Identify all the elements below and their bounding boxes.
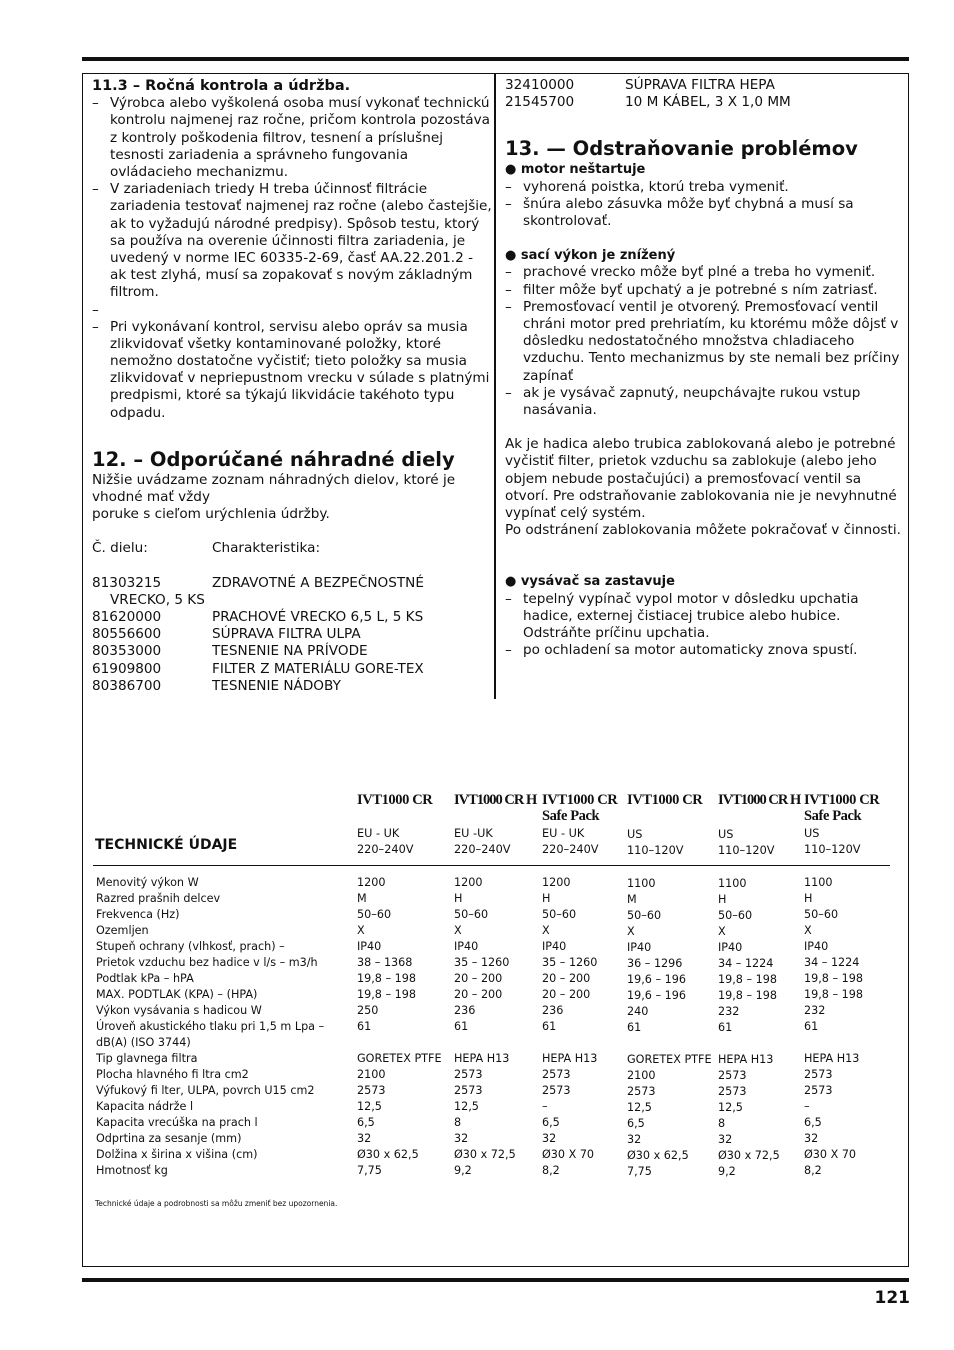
list-item: – tepelný vypínač vypol motor v dôsledku upchatia hadice, externej čistiacej trubice alebo hubice. Odstráňte príčinu upchatia. — [505, 591, 905, 643]
spec-value: 61 — [454, 1020, 469, 1033]
spec-label: Kapacita vrecúška na prach l — [96, 1116, 258, 1129]
maintenance-heading: 11.3 – Ročná kontrola a údržba. — [92, 78, 351, 94]
spec-value: 2573 — [718, 1069, 747, 1082]
troubleshooting-heading: 13. — Odstraňovanie problémov — [505, 137, 858, 161]
part-row: 61909800 FILTER Z MATERIÁLU GORE-TEX — [92, 660, 424, 677]
top-rule — [82, 57, 909, 61]
spec-value: 6,5 — [627, 1117, 645, 1130]
spec-value: H — [454, 892, 463, 905]
column-divider — [494, 73, 496, 699]
spec-value: 32 — [357, 1132, 372, 1145]
spec-value: 2573 — [627, 1085, 656, 1098]
parts-heading: 12. – Odporúčané náhradné diely — [92, 447, 455, 471]
trouble-bullet-motor: ● motor neštartuje — [505, 162, 646, 178]
spec-value: 38 – 1368 — [357, 956, 413, 969]
spec-value: 32 — [454, 1132, 469, 1145]
model-region: US 110–120V — [804, 827, 861, 856]
spec-value: 50–60 — [454, 908, 489, 921]
spec-value: X — [454, 924, 462, 937]
list-item: – Premosťovací ventil je otvorený. Premosťovací ventil chráni motor pred prehriatím, ku ktorému môže dôjsť v dôsledku nedostatočného množstva chladiaceho vzduchu. Tento mechanizmus by ste nemali bez príčiny zapínať — [505, 299, 905, 385]
spec-value: 6,5 — [542, 1116, 560, 1129]
spec-value: X — [627, 925, 635, 938]
trouble-list — [505, 264, 905, 419]
spec-value: 8 — [454, 1116, 462, 1129]
spec-value — [357, 1035, 442, 1051]
spec-label: Ozemljen — [96, 924, 149, 937]
list-item: – prachové vrecko môže byť plné a treba ho vymeniť. — [505, 264, 905, 281]
spec-value: Ø30 x 72,5 — [718, 1149, 780, 1162]
spec-labels — [96, 875, 324, 1179]
spec-values-col — [718, 876, 780, 1180]
trouble-list — [505, 179, 905, 231]
spec-value: IP40 — [454, 940, 479, 953]
spec-value: 1200 — [542, 876, 571, 889]
list-item: – Pri vykonávaní kontrol, servisu alebo opráv sa musia zlikvidovať všetky kontaminované položky, ktoré nemožno dostatočne vyčistiť; tieto položky sa musia zlikvidovať v nepriepustnom vrecku v súlade s platnými predpismi, ktoré sa týkajú likvidácie takéhoto typu odpadu. — [92, 319, 492, 422]
model-name: IVT1000 CR H — [718, 792, 801, 808]
list-item: – filter môže byť upchatý a je potrebné s ním zatriasť. — [505, 282, 905, 299]
part-row: 32410000 SÚPRAVA FILTRA HEPA — [505, 77, 775, 93]
spec-value — [454, 1035, 516, 1051]
spec-label: MAX. PODTLAK (KPA) – (HPA) — [96, 988, 258, 1001]
spec-value: 2573 — [542, 1068, 571, 1081]
spec-value: 35 – 1260 — [542, 956, 598, 969]
spec-value: 61 — [542, 1020, 557, 1033]
spec-value: 236 — [542, 1004, 564, 1017]
spec-value: 2100 — [627, 1069, 656, 1082]
spec-value: 20 – 200 — [542, 972, 591, 985]
spec-value: IP40 — [627, 941, 652, 954]
maintenance-list — [92, 95, 492, 422]
spec-value: 6,5 — [357, 1116, 375, 1129]
parts-header-row — [92, 540, 492, 557]
spec-values-col — [804, 875, 863, 1179]
spec-value: 232 — [718, 1005, 740, 1018]
model-name: IVT1000 CR Safe Pack — [804, 792, 880, 824]
list-item: – vyhorená poistka, ktorú treba vymeniť. — [505, 179, 905, 196]
spec-label: Tip glavnega filtra — [96, 1052, 198, 1065]
spec-value: 34 – 1224 — [718, 957, 774, 970]
footnote: Technické údaje a podrobnosti sa môžu zmeniť bez upozornenia. — [95, 1199, 338, 1208]
spec-value: 1100 — [627, 877, 656, 890]
spec-value: – — [542, 1100, 548, 1113]
table-divider — [93, 865, 890, 866]
spec-value: HEPA H13 — [542, 1052, 598, 1065]
spec-value: 50–60 — [627, 909, 662, 922]
left-column — [92, 78, 492, 695]
part-row: 80386700 TESNENIE NÁDOBY — [92, 677, 341, 694]
spec-value: 36 – 1296 — [627, 957, 683, 970]
spec-value — [804, 1035, 863, 1051]
spec-value: 20 – 200 — [454, 972, 503, 985]
part-row: 80353000 TESNENIE NA PRÍVODE — [92, 643, 368, 660]
spec-value — [718, 1036, 780, 1052]
spec-value: Ø30 X 70 — [804, 1148, 857, 1161]
spec-value: 19,8 – 198 — [357, 972, 416, 985]
spec-label: Hmotnosť kg — [96, 1164, 168, 1177]
spec-values-col — [542, 875, 597, 1179]
spec-values-col — [357, 875, 442, 1179]
model-name: IVT1000 CR — [357, 792, 433, 808]
model-region: EU -UK 220–240V — [454, 827, 511, 856]
spec-value: 61 — [627, 1021, 642, 1034]
spec-label: Odprtina za sesanje (mm) — [96, 1132, 242, 1145]
spec-value: 19,8 – 198 — [718, 973, 777, 986]
spec-value: 32 — [627, 1133, 642, 1146]
part-row: 80556600 SÚPRAVA FILTRA ULPA — [92, 626, 361, 643]
spec-value: M — [357, 892, 367, 905]
spec-value: 240 — [627, 1005, 649, 1018]
spec-value: 1200 — [454, 876, 483, 889]
parts-intro: Nižšie uvádzame zoznam náhradných dielov, ktoré je vhodné mať vždy poruke s cieľom urýchlenia údržby. — [92, 471, 456, 523]
spec-values-col — [627, 876, 712, 1180]
spec-label: Prietok vzduchu bez hadice v l/s – m3/h — [96, 956, 318, 969]
model-region: EU - UK 220–240V — [542, 827, 599, 856]
model-name: IVT1000 CR H — [454, 792, 537, 808]
spec-value: 50–60 — [804, 908, 839, 921]
model-region: US 110–120V — [627, 828, 684, 857]
spec-value — [627, 1036, 712, 1052]
right-column — [505, 77, 905, 659]
part-desc-continuation: VRECKO, 5 KS — [110, 591, 205, 608]
spec-value: 2573 — [804, 1084, 833, 1097]
spec-label: Frekvenca (Hz) — [96, 908, 180, 921]
spec-value: 50–60 — [357, 908, 392, 921]
spec-value: Ø30 x 62,5 — [627, 1149, 689, 1162]
spec-value: X — [804, 924, 812, 937]
spec-value: IP40 — [357, 940, 382, 953]
spec-value: 12,5 — [718, 1101, 743, 1114]
spec-value: HEPA H13 — [454, 1052, 510, 1065]
spec-label: Stupeň ochrany (vlhkosť, prach) – — [96, 940, 285, 953]
model-name: IVT1000 CR Safe Pack — [542, 792, 618, 824]
part-row: 21545700 10 M KÁBEL, 3 X 1,0 MM — [505, 94, 791, 111]
trouble-paragraph: Po odstránení zablokovania môžete pokračovať v činnosti. — [505, 522, 901, 539]
spec-value: 7,75 — [627, 1165, 652, 1178]
spec-value: 1100 — [804, 876, 833, 889]
spec-value: HEPA H13 — [804, 1052, 860, 1065]
spec-value: GORETEX PTFE — [357, 1052, 442, 1065]
spec-value: 2573 — [357, 1084, 386, 1097]
spec-values-col — [454, 875, 516, 1179]
spec-value: 19,8 – 198 — [357, 988, 416, 1001]
model-name: IVT1000 CR — [627, 792, 703, 808]
spec-value: 2573 — [454, 1068, 483, 1081]
spec-value: Ø30 x 72,5 — [454, 1148, 516, 1161]
bottom-rule — [82, 1278, 909, 1282]
spec-value: 1100 — [718, 877, 747, 890]
spec-value: 19,8 – 198 — [718, 989, 777, 1002]
spec-value: X — [718, 925, 726, 938]
trouble-paragraph: Ak je hadica alebo trubica zablokovaná alebo je potrebné vyčistiť filter, prietok vzduchu sa zablokuje (alebo jeho objem nebude postačujúci) a premosťovací ventil sa otvorí. Pre odstraňovanie zablokovania nie je nevyhnutné vypínať celý systém. — [505, 436, 897, 522]
spec-label: Výkon vysávania s hadicou W — [96, 1004, 262, 1017]
spec-label: Úroveň akustického tlaku pri 1,5 m Lpa – — [96, 1020, 325, 1033]
spec-value: M — [627, 893, 637, 906]
model-region: EU - UK 220–240V — [357, 827, 414, 856]
model-region: US 110–120V — [718, 828, 775, 857]
spec-value: 232 — [804, 1004, 826, 1017]
spec-value: 61 — [718, 1021, 733, 1034]
spec-value: 19,8 – 198 — [804, 972, 863, 985]
spec-label: Plocha hlavného fi ltra cm2 — [96, 1068, 249, 1081]
spec-value: 50–60 — [542, 908, 577, 921]
spec-value: 8,2 — [542, 1164, 560, 1177]
list-item: – ak je vysávač zapnutý, neupchávajte rukou vstup nasávania. — [505, 385, 905, 419]
spec-value: 19,6 – 196 — [627, 973, 686, 986]
spec-value: 34 – 1224 — [804, 956, 860, 969]
spec-value: 9,2 — [454, 1164, 472, 1177]
technical-data-title: TECHNICKÉ ÚDAJE — [95, 837, 238, 853]
spec-value: 50–60 — [718, 909, 753, 922]
spec-value: 1200 — [357, 876, 386, 889]
spec-label: Kapacita nádrže l — [96, 1100, 194, 1113]
spec-value: 20 – 200 — [454, 988, 503, 1001]
spec-value: 2573 — [542, 1084, 571, 1097]
spec-label: Dolžina x širina x višina (cm) — [96, 1148, 258, 1161]
spec-value: IP40 — [804, 940, 829, 953]
spec-value: 2573 — [804, 1068, 833, 1081]
spec-value: Ø30 x 62,5 — [357, 1148, 419, 1161]
spec-value: 32 — [542, 1132, 557, 1145]
spec-value: 32 — [804, 1132, 819, 1145]
spec-value: 8,2 — [804, 1164, 822, 1177]
spec-value: 32 — [718, 1133, 733, 1146]
spec-value: 2100 — [357, 1068, 386, 1081]
spec-label: Výfukový fi lter, ULPA, povrch U15 cm2 — [96, 1084, 315, 1097]
spec-value: 12,5 — [454, 1100, 479, 1113]
trouble-bullet-stops: ● vysávač sa zastavuje — [505, 574, 675, 590]
spec-value: H — [718, 893, 727, 906]
spec-value: 7,75 — [357, 1164, 382, 1177]
list-item: – Výrobca alebo vyškolená osoba musí vykonať technickú kontrolu najmenej raz ročne, pričom kontrola pozostáva z kontroly poškodenia filtrov, tesnení a príslušnej tesnosti zariadenia a správneho fungovania ovládacieho mechanizmu. — [92, 95, 492, 181]
spec-value: 35 – 1260 — [454, 956, 510, 969]
spec-value: HEPA H13 — [718, 1053, 774, 1066]
spec-value: 12,5 — [627, 1101, 652, 1114]
spec-value: 250 — [357, 1004, 379, 1017]
list-item: – po ochladení sa motor automaticky znova spustí. — [505, 642, 905, 659]
spec-value: 19,8 – 198 — [804, 988, 863, 1001]
part-row: 81620000 PRACHOVÉ VRECKO 6,5 L, 5 KS — [92, 609, 424, 626]
spec-value: 9,2 — [718, 1165, 736, 1178]
spec-value: 2573 — [718, 1085, 747, 1098]
part-number-header: Č. dielu: — [92, 540, 148, 557]
spec-value: 61 — [357, 1020, 372, 1033]
spec-value: 2573 — [454, 1084, 483, 1097]
trouble-list — [505, 591, 905, 660]
spec-value: 12,5 — [357, 1100, 382, 1113]
spec-value: GORETEX PTFE — [627, 1053, 712, 1066]
spec-label: dB(A) (ISO 3744) — [96, 1036, 191, 1049]
spec-value: X — [357, 924, 365, 937]
spec-value: 236 — [454, 1004, 476, 1017]
spec-value: 8 — [718, 1117, 726, 1130]
part-row: 81303215 ZDRAVOTNÉ A BEZPEČNOSTNÉ — [92, 574, 424, 591]
list-item: – šnúra alebo zásuvka môže byť chybná a musí sa skontrolovať. — [505, 196, 905, 230]
spec-value: – — [804, 1100, 810, 1113]
spec-value: 61 — [804, 1020, 819, 1033]
spec-value: 19,6 – 196 — [627, 989, 686, 1002]
list-item: – V zariadeniach triedy H treba účinnosť filtrácie zariadenia testovať najmenej raz ročne (alebo častejšie, ak to vyžadujú národné predpisy). Spôsob testu, ktorý sa používa na overenie účinnosti filtra zariadenia, je uvedený v norme IEC 60335-2-69, časť AA.22.201.2 - ak test zlyhá, musí sa zopakovať s novým základným filtrom. — [92, 181, 492, 301]
spec-value: IP40 — [718, 941, 743, 954]
spec-value: Ø30 X 70 — [542, 1148, 595, 1161]
spec-value: 6,5 — [804, 1116, 822, 1129]
spec-value: H — [804, 892, 813, 905]
spec-value: X — [542, 924, 550, 937]
spec-value: H — [542, 892, 551, 905]
trouble-bullet-suction: ● sací výkon je znížený — [505, 248, 676, 264]
spec-value — [542, 1035, 597, 1051]
spec-label: Podtlak kPa – hPA — [96, 972, 194, 985]
spec-value: IP40 — [542, 940, 567, 953]
page-number: 121 — [874, 1288, 910, 1308]
spec-label: Razred prašnih delcev — [96, 892, 221, 905]
part-desc-header: Charakteristika: — [212, 540, 321, 557]
spec-value: 20 – 200 — [542, 988, 591, 1001]
spec-label: Menovitý výkon W — [96, 876, 199, 889]
